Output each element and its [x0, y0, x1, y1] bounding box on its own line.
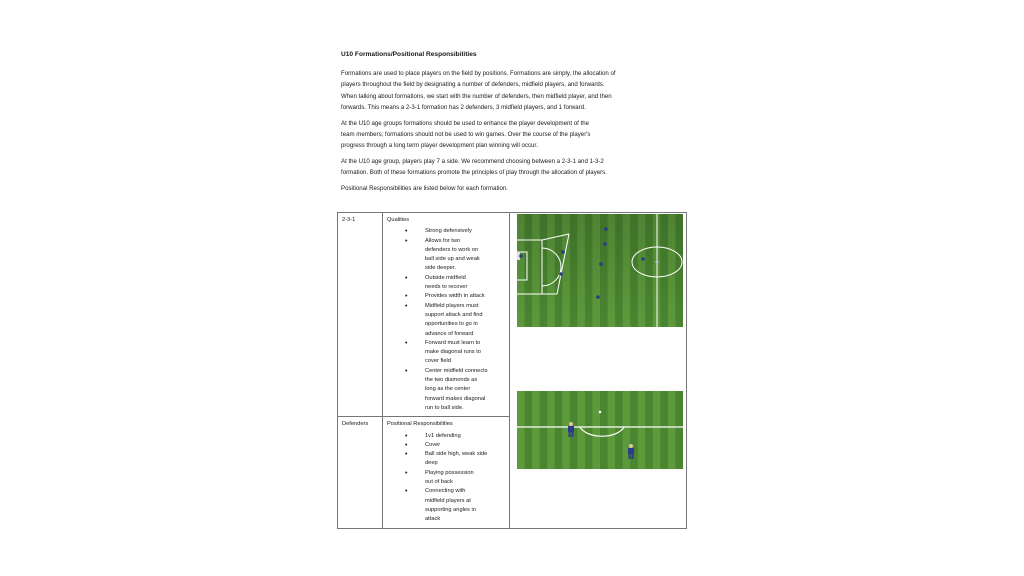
bullet-text: cover field: [425, 358, 451, 365]
bullet-text: make diagonal runs to: [425, 349, 481, 356]
bullet-item: [387, 339, 505, 367]
document-title: U10 Formations/Positional Responsibilities: [341, 51, 477, 58]
bullet-text: out of back: [425, 479, 453, 486]
bullet-text: midfield players at: [425, 497, 471, 504]
bullet-text: • 1v1 defending: [425, 432, 461, 439]
text-line: When talking about formations, we start with the number of defenders, then midfield player, and then: [341, 92, 612, 100]
bullet-text: • Midfield players must: [425, 302, 479, 309]
bullet-text: ball side up and weak: [425, 256, 480, 263]
bullet-text: deep: [425, 460, 438, 467]
bullet-item: [387, 367, 505, 413]
bullet-text: supporting angles in: [425, 506, 476, 513]
responsibilities-list: [387, 432, 505, 525]
bullet-text: defenders to work on: [425, 246, 479, 253]
bullet-item: [387, 302, 505, 339]
pitch-graphic: [517, 391, 683, 469]
text-line: At the U10 age group, players play 7 a side. We recommend choosing between a 2-3-1 and 1-3-2: [341, 157, 604, 165]
bullet-text: the two diamonds as: [425, 377, 478, 384]
cell-heading: Positional Responsibilities: [387, 421, 453, 428]
bullet-text: opportunities to go in: [425, 321, 478, 328]
text-line: team members; formations should not be used to win games. Over the course of the player's: [341, 131, 591, 139]
cell-heading: Qualities: [387, 217, 410, 223]
bullet-text: side deeper.: [425, 265, 456, 272]
defenders-field-image: [517, 391, 683, 469]
development-paragraph: [341, 118, 687, 152]
bullet-text: • Ball side high, weak side: [425, 451, 488, 458]
bullet-text: advance of forward: [425, 330, 474, 337]
text-line: Formations are used to place players on the field by positions. Formations are simply, the allocation of: [341, 70, 616, 77]
bullet-text: • Forward must learn to: [425, 339, 481, 346]
pitch-graphic: [517, 214, 683, 327]
bullet-text: needs to recover: [425, 284, 468, 291]
bullet-text: • Playing possession: [425, 469, 474, 476]
age-group-paragraph: [341, 156, 687, 179]
responsibilities-intro: [341, 183, 687, 194]
bullet-text: attack: [425, 516, 441, 523]
bullet-item: [387, 469, 505, 488]
text-line: forwards. This means a 2-3-1 formation has 2 defenders, 3 midfield players, and 1 forward.: [341, 104, 586, 112]
formation-field-image: [517, 214, 683, 327]
bullet-text: long as the center: [425, 386, 471, 393]
text-line: progress through a long term player development plan winning will occur.: [341, 142, 538, 150]
bullet-text: forward makes diagonal: [425, 395, 486, 402]
bullet-item: [387, 441, 505, 450]
text-line: At the U10 age groups formations should be used to enhance the player development of the: [341, 119, 589, 127]
bullet-item: [387, 487, 505, 524]
position-label: Defenders: [338, 417, 383, 528]
bullet-text: run to ball side.: [425, 404, 464, 411]
qualities-cell: [383, 213, 510, 417]
bullet-item: [387, 292, 505, 301]
bullet-text: support attack and find: [425, 311, 483, 318]
text-line: players throughout the field by designating a number of defenders, midfield players, and forwards.: [341, 81, 605, 89]
document-body: [341, 50, 687, 198]
bullet-text: • Cover: [425, 441, 441, 448]
responsibilities-cell: [383, 417, 510, 528]
bullet-text: • Allows for two: [425, 237, 461, 244]
formation-label: 2-3-1: [338, 213, 383, 417]
bullet-text: • Center midfield connects: [425, 367, 488, 374]
bullet-text: • Strong defensively: [425, 228, 472, 235]
bullet-item: [387, 450, 505, 469]
bullet-item: [387, 237, 505, 274]
text-line: formation. Both of these formations promote the principles of play through the allocation of players.: [341, 169, 607, 177]
bullet-item: [387, 227, 505, 236]
bullet-text: • Provides width in attack: [425, 293, 485, 300]
intro-paragraph: [341, 68, 687, 114]
bullet-text: • Connecting with: [425, 488, 466, 495]
bullet-item: [387, 274, 505, 293]
text-line: Positional Responsibilities are listed below for each formation.: [341, 184, 508, 192]
bullet-item: [387, 432, 505, 441]
qualities-list: [387, 227, 505, 413]
bullet-text: • Outside midfield: [425, 274, 466, 281]
